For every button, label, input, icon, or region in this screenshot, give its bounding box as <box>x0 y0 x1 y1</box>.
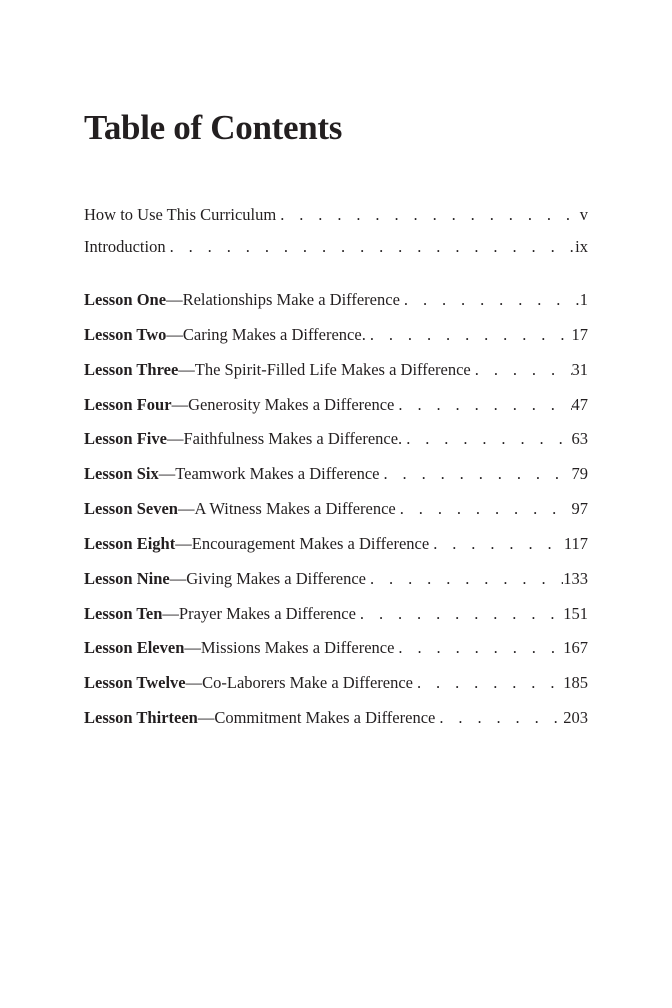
lesson-label: Lesson Ten <box>84 603 163 623</box>
dot-leader <box>471 357 572 383</box>
toc-entry-title <box>84 426 402 452</box>
toc-entry-lesson-four[interactable] <box>84 392 588 427</box>
lessons-list <box>84 287 588 740</box>
toc-entry-lesson-eight[interactable] <box>84 531 588 566</box>
toc-entry-title <box>84 496 396 522</box>
lesson-subtitle: —The Spirit-Filled Life Makes a Difference <box>178 359 471 379</box>
lesson-label: Lesson One <box>84 290 167 309</box>
toc-entry-title <box>84 531 429 557</box>
toc-entry-lesson-nine[interactable] <box>84 566 588 601</box>
toc-entry-page: 203 <box>563 708 588 728</box>
lesson-subtitle: —Commitment Makes a Difference <box>197 708 436 728</box>
toc-entry-page: 117 <box>563 533 588 553</box>
lesson-label: Lesson Five <box>84 429 167 449</box>
toc-entry-title: How to Use This Curriculum <box>84 205 277 224</box>
toc-entry-title <box>84 322 366 348</box>
lesson-subtitle: —Encouragement Makes a Difference <box>175 533 430 553</box>
toc-entry-page: 1 <box>579 290 588 309</box>
dot-leader <box>366 566 563 592</box>
dot-leader <box>394 392 571 418</box>
lesson-subtitle: —Missions Makes a Difference <box>184 638 395 658</box>
lesson-label: Lesson Thirteen <box>84 708 198 728</box>
toc-entry-page: 31 <box>571 359 588 379</box>
lesson-label: Lesson Six <box>84 464 159 484</box>
lesson-subtitle: —Faithfulness Makes a Difference. <box>166 429 403 449</box>
toc-entry-page: ix <box>575 237 588 256</box>
dot-leader <box>413 670 563 696</box>
toc-entry-page: 79 <box>571 464 588 484</box>
toc-entry-lesson-one[interactable] <box>84 287 588 322</box>
lesson-subtitle: —A Witness Makes a Difference <box>177 499 396 519</box>
lesson-subtitle: —Generosity Makes a Difference <box>171 394 395 414</box>
dot-leader <box>435 705 563 731</box>
toc-entry-page: 97 <box>571 499 588 519</box>
lesson-label: Lesson Eight <box>84 533 176 553</box>
dot-leader <box>429 531 564 557</box>
lesson-subtitle: —Teamwork Makes a Difference <box>158 464 380 484</box>
toc-entry-lesson-six[interactable] <box>84 461 588 496</box>
dot-leader <box>366 322 572 348</box>
lesson-subtitle: —Relationships Make a Difference <box>166 290 400 309</box>
toc-entry-lesson-eleven[interactable] <box>84 635 588 670</box>
toc-entry-title <box>84 357 471 383</box>
toc-entry-introduction[interactable] <box>84 234 588 266</box>
lesson-label: Lesson Two <box>84 324 167 344</box>
toc-entry-title <box>84 566 366 592</box>
lesson-subtitle: —Prayer Makes a Difference <box>162 603 356 623</box>
dot-leader <box>379 461 571 487</box>
dot-leader <box>402 426 571 452</box>
lesson-label: Lesson Nine <box>84 568 170 588</box>
toc-entry-how-to-use[interactable] <box>84 202 588 234</box>
lesson-label: Lesson Three <box>84 359 179 379</box>
toc-entry-lesson-thirteen[interactable] <box>84 705 588 740</box>
page-title: Table of Contents <box>84 108 343 147</box>
toc-entry-title <box>84 392 394 418</box>
dot-leader <box>400 287 580 313</box>
lesson-label: Lesson Seven <box>84 499 178 519</box>
toc-entry-title <box>84 461 379 487</box>
toc-entry-title <box>84 670 413 696</box>
dot-leader <box>276 202 580 228</box>
toc-entry-title <box>84 287 400 313</box>
toc-entry-page: 133 <box>563 568 588 588</box>
toc-entry-page: 63 <box>571 429 588 449</box>
toc-entry-title <box>84 705 435 731</box>
toc-entry-page: v <box>579 205 588 224</box>
toc-entry-page: 17 <box>571 324 588 344</box>
toc-entry-page: 167 <box>563 638 588 658</box>
lesson-subtitle: —Co-Laborers Make a Difference <box>185 673 413 693</box>
toc-entry-page: 151 <box>563 603 588 623</box>
lesson-subtitle: —Giving Makes a Difference <box>169 568 366 588</box>
dot-leader <box>356 601 563 627</box>
lesson-label: Lesson Eleven <box>84 638 185 658</box>
toc-entry-lesson-three[interactable] <box>84 357 588 392</box>
dot-leader <box>166 234 576 260</box>
toc-entry-lesson-seven[interactable] <box>84 496 588 531</box>
toc-entry-page: 185 <box>563 673 588 693</box>
toc-entry-lesson-twelve[interactable] <box>84 670 588 705</box>
toc-entry-lesson-two[interactable] <box>84 322 588 357</box>
toc-entry-lesson-ten[interactable] <box>84 601 588 636</box>
dot-leader <box>394 635 563 661</box>
toc-entry-title <box>84 635 394 661</box>
front-matter-list <box>84 202 588 266</box>
lesson-label: Lesson Twelve <box>84 673 186 693</box>
toc-entry-title: Introduction <box>84 237 166 256</box>
dot-leader <box>396 496 572 522</box>
toc-entry-title <box>84 601 356 627</box>
lesson-label: Lesson Four <box>84 394 172 414</box>
lesson-subtitle: —Caring Makes a Difference. <box>166 324 366 344</box>
toc-entry-lesson-five[interactable] <box>84 426 588 461</box>
toc-entry-page: 47 <box>571 394 588 414</box>
